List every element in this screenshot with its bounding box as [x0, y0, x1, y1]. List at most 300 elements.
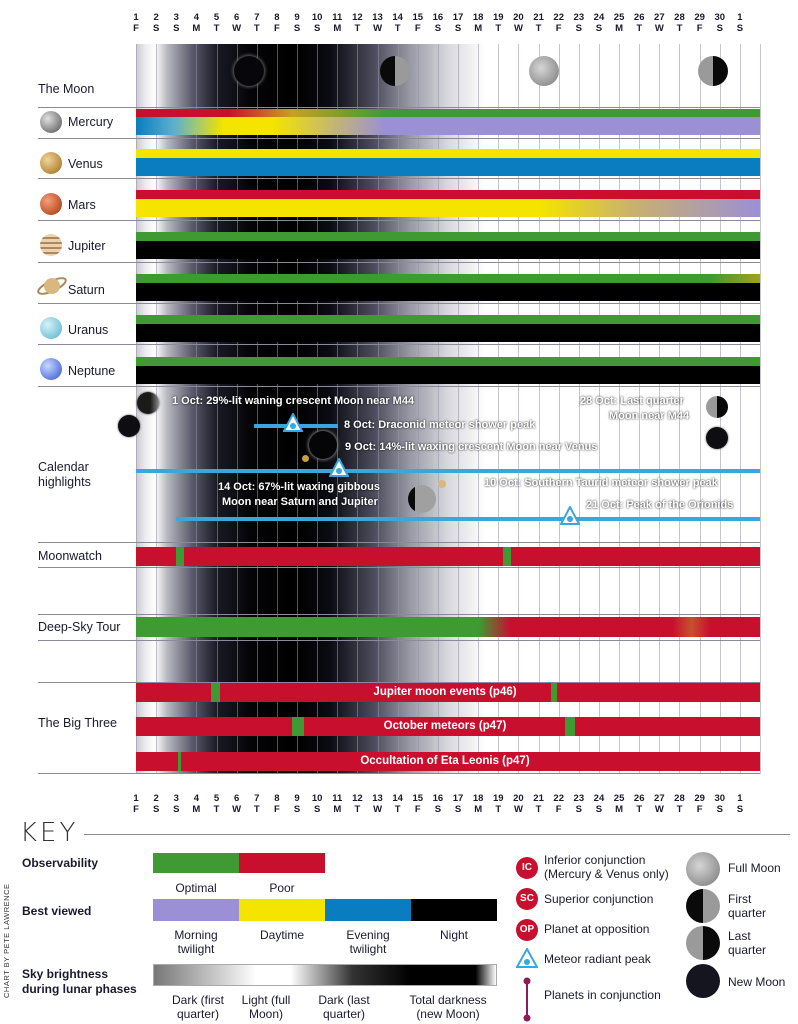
day-label	[126, 793, 147, 815]
day-weekday: W	[654, 804, 664, 815]
day-weekday: T	[535, 23, 542, 34]
highlight-8oct: 8 Oct: Draconid meteor shower peak	[344, 419, 536, 431]
day-label	[528, 793, 549, 815]
day-weekday: F	[414, 804, 421, 815]
day-weekday: S	[313, 804, 321, 815]
day-number: 24	[593, 12, 605, 23]
jupiter-best-viewed-band	[136, 241, 760, 259]
day-weekday: T	[535, 804, 542, 815]
row-label-jupiter: Jupiter	[68, 239, 106, 253]
day-number: 6	[233, 793, 240, 804]
day-label	[347, 793, 368, 815]
day-weekday: T	[253, 23, 260, 34]
mercury-icon	[40, 111, 62, 133]
uranus-icon	[40, 317, 62, 339]
day-label	[709, 12, 730, 34]
jupiter-observability-band	[136, 232, 760, 241]
day-number: 5	[213, 793, 220, 804]
mars-icon	[40, 193, 62, 215]
mars-best-viewed-band	[136, 199, 760, 217]
row-label-deepsky: Deep-Sky Tour	[38, 620, 121, 634]
day-number: 17	[452, 793, 464, 804]
venus-best-viewed-band	[136, 158, 760, 176]
day-label	[468, 793, 489, 815]
row-divider	[38, 542, 760, 543]
crescent-moon-icon	[137, 392, 159, 414]
day-number: 17	[452, 12, 464, 23]
day-label	[206, 793, 227, 815]
day-label	[307, 793, 328, 815]
key-new-moon-label: New Moon	[728, 975, 786, 989]
day-weekday: T	[676, 804, 683, 815]
row-label-saturn: Saturn	[68, 283, 105, 297]
key-radiant-text: Meteor radiant peak	[544, 952, 651, 966]
day-weekday: S	[434, 804, 442, 815]
day-label	[367, 793, 388, 815]
day-weekday: F	[273, 23, 280, 34]
bigthree-optimal-mark	[292, 717, 304, 736]
day-number: 29	[694, 12, 705, 23]
day-label	[448, 12, 469, 34]
day-number: 22	[553, 12, 564, 23]
day-weekday: S	[736, 804, 744, 815]
day-number: 26	[633, 793, 645, 804]
deepsky-band	[136, 617, 760, 637]
credit-text: CHART BY PETE LAWRENCE	[2, 883, 11, 998]
last-quarter-moon-icon	[706, 396, 728, 418]
day-label	[729, 793, 750, 815]
moonwatch-optimal-mark	[176, 547, 184, 566]
jupiter-moon-events-label: Jupiter moon events (p46)	[373, 686, 517, 698]
day-label	[629, 12, 650, 34]
day-weekday: S	[434, 23, 442, 34]
key-morning-swatch	[153, 899, 239, 921]
day-number: 30	[714, 793, 726, 804]
day-number: 9	[294, 793, 300, 804]
day-number: 7	[254, 12, 260, 23]
day-label	[387, 12, 408, 34]
bigthree-optimal-mark	[565, 717, 575, 736]
key-poor-label: Poor	[269, 881, 295, 895]
day-label	[689, 793, 710, 815]
highlight-14oct-line2: Moon near Saturn and Jupiter	[222, 496, 378, 508]
saturn-icon	[438, 480, 446, 488]
day-weekday: S	[152, 23, 160, 34]
day-label	[287, 12, 308, 34]
moonwatch-band	[136, 547, 760, 566]
taurid-line	[136, 469, 760, 473]
day-number: 12	[352, 12, 363, 23]
saturn-observability-band	[136, 274, 760, 283]
day-label	[266, 793, 287, 815]
key-ic-text: Inferior conjunction (Mercury & Venus only)	[544, 853, 669, 881]
day-label	[548, 12, 569, 34]
day-weekday: M	[474, 804, 483, 815]
day-label	[508, 12, 529, 34]
day-number: 1	[737, 12, 743, 23]
day-weekday: W	[373, 804, 383, 815]
day-label	[448, 793, 469, 815]
key-op-text: Planet at opposition	[544, 922, 650, 936]
day-number: 22	[553, 793, 564, 804]
occultation-label: Occultation of Eta Leonis (p47)	[360, 755, 530, 767]
sc-badge-icon: SC	[516, 888, 538, 910]
key-poor-swatch	[239, 853, 325, 873]
neptune-observability-band	[136, 357, 760, 366]
day-number: 13	[372, 12, 383, 23]
day-weekday: S	[575, 23, 582, 34]
day-weekday: S	[716, 804, 723, 815]
day-label	[649, 793, 670, 815]
key-best-viewed-label: Best viewed	[22, 904, 92, 918]
day-number: 4	[193, 12, 200, 23]
key-light-full-label: Light (full Moon)	[241, 993, 291, 1021]
day-label	[649, 12, 670, 34]
day-weekday: W	[232, 804, 242, 815]
day-label	[407, 12, 428, 34]
day-label	[669, 793, 690, 815]
row-divider	[38, 614, 760, 615]
day-label	[166, 12, 187, 34]
day-number: 3	[173, 793, 179, 804]
day-weekday: T	[636, 23, 643, 34]
bigthree-optimal-mark	[211, 683, 220, 702]
day-weekday: S	[454, 804, 462, 815]
day-label	[568, 12, 589, 34]
new-moon-icon	[706, 427, 728, 449]
venus-icon	[302, 455, 309, 462]
row-label-bigthree: The Big Three	[38, 716, 117, 730]
row-divider	[38, 138, 760, 139]
day-number: 1	[737, 793, 743, 804]
key-first-quarter-label: First quarter	[728, 892, 767, 920]
key-divider	[84, 834, 790, 835]
day-number: 20	[513, 12, 524, 23]
day-number: 14	[392, 12, 403, 23]
day-number: 6	[233, 12, 240, 23]
uranus-best-viewed-band	[136, 324, 760, 342]
day-weekday: T	[213, 804, 220, 815]
row-divider	[38, 262, 760, 263]
day-weekday: F	[133, 23, 139, 34]
key-sky-label: Sky brightness during lunar phases	[22, 967, 137, 996]
highlight-1oct: 1 Oct: 29%-lit waning crescent Moon near M44	[172, 395, 415, 407]
day-number: 9	[294, 12, 300, 23]
key-evening-swatch	[325, 899, 411, 921]
day-weekday: M	[333, 23, 342, 34]
day-number: 21	[533, 793, 544, 804]
day-weekday: M	[615, 23, 624, 34]
day-number: 19	[493, 12, 504, 23]
day-weekday: M	[333, 804, 342, 815]
day-weekday: M	[474, 23, 483, 34]
day-label	[226, 793, 247, 815]
neptune-icon	[40, 358, 62, 380]
key-full-moon-label: Full Moon	[728, 861, 781, 875]
crescent-moon-icon	[309, 431, 337, 459]
gibbous-moon-icon	[408, 485, 436, 513]
day-number: 28	[674, 12, 685, 23]
day-weekday: S	[173, 804, 180, 815]
saturn-icon	[36, 272, 68, 300]
day-number: 11	[332, 12, 343, 23]
new-moon-icon	[234, 56, 264, 86]
row-divider	[38, 344, 760, 345]
row-label-mercury: Mercury	[68, 115, 114, 129]
day-weekday: S	[575, 804, 582, 815]
mercury-best-viewed-band	[136, 117, 760, 135]
day-number: 18	[472, 12, 484, 23]
day-weekday: F	[555, 23, 562, 34]
key-night-label: Night	[439, 928, 468, 942]
day-number: 27	[654, 12, 665, 23]
day-number: 16	[432, 793, 444, 804]
key-last-quarter-icon	[686, 926, 720, 960]
day-label	[488, 12, 509, 34]
key-dark-last-label: Dark (last quarter)	[318, 993, 370, 1021]
day-number: 5	[213, 12, 220, 23]
day-weekday: W	[513, 804, 523, 815]
meteor-radiant-icon	[283, 413, 303, 433]
key-total-dark-label: Total darkness (new Moon)	[409, 993, 487, 1021]
day-number: 1	[133, 12, 139, 23]
jupiter-icon	[40, 234, 62, 256]
day-number: 2	[153, 12, 159, 23]
row-divider	[38, 386, 760, 387]
day-label	[367, 12, 388, 34]
day-weekday: S	[293, 23, 301, 34]
day-label	[709, 793, 730, 815]
day-number: 15	[412, 12, 424, 23]
row-label-venus: Venus	[68, 157, 103, 171]
day-weekday: W	[654, 23, 664, 34]
day-label	[588, 12, 609, 34]
day-weekday: F	[555, 804, 562, 815]
day-weekday: W	[513, 23, 523, 34]
day-label	[287, 793, 308, 815]
uranus-observability-band	[136, 315, 760, 324]
day-weekday: S	[595, 23, 603, 34]
day-number: 8	[274, 12, 280, 23]
day-label	[206, 12, 227, 34]
day-number: 23	[573, 793, 585, 804]
bigthree-optimal-mark	[178, 752, 181, 771]
day-weekday: W	[232, 23, 242, 34]
day-number: 8	[274, 793, 280, 804]
day-number: 12	[352, 793, 363, 804]
orionid-line	[176, 517, 760, 521]
day-number: 11	[332, 793, 343, 804]
day-number: 26	[633, 12, 645, 23]
day-weekday: F	[414, 23, 421, 34]
day-label	[226, 12, 247, 34]
day-weekday: T	[213, 23, 220, 34]
full-moon-icon	[529, 56, 559, 86]
day-label	[166, 793, 187, 815]
row-divider	[38, 303, 760, 304]
day-number: 19	[493, 793, 504, 804]
highlight-9oct: 9 Oct: 14%-lit waxing crescent Moon near Venus	[345, 441, 598, 453]
day-weekday: F	[133, 804, 139, 815]
day-number: 10	[311, 12, 323, 23]
day-weekday: T	[394, 804, 401, 815]
highlight-10oct: 10 Oct: Southern Taurid meteor shower peak	[484, 477, 718, 489]
mars-observability-band	[136, 190, 760, 199]
day-weekday: T	[495, 23, 502, 34]
day-weekday: S	[716, 23, 723, 34]
key-last-quarter-label: Last quarter	[728, 929, 767, 957]
day-number: 14	[392, 793, 403, 804]
day-number: 16	[432, 12, 444, 23]
highlight-21oct: 21 Oct: Peak of the Orionids	[586, 499, 734, 511]
day-number: 4	[193, 793, 200, 804]
day-weekday: F	[273, 804, 280, 815]
day-label	[729, 12, 750, 34]
day-number: 18	[472, 793, 484, 804]
day-label	[407, 793, 428, 815]
key-evening-label: Evening twilight	[346, 928, 390, 956]
day-label	[186, 793, 207, 815]
day-number: 25	[613, 12, 625, 23]
day-label	[387, 793, 408, 815]
venus-icon	[40, 152, 62, 174]
highlight-28oct-line2: Moon near M44	[609, 410, 690, 422]
saturn-best-viewed-band	[136, 283, 760, 301]
day-weekday: S	[736, 23, 744, 34]
highlight-14oct-line1: 14 Oct: 67%-lit waxing gibbous	[218, 481, 380, 493]
day-label	[528, 12, 549, 34]
day-label	[508, 793, 529, 815]
day-weekday: S	[293, 804, 301, 815]
first-quarter-moon-icon	[380, 56, 410, 86]
day-number: 7	[254, 793, 260, 804]
day-number: 15	[412, 793, 424, 804]
row-label-mars: Mars	[68, 198, 96, 212]
day-number: 29	[694, 793, 705, 804]
row-divider	[38, 567, 760, 568]
day-number: 20	[513, 793, 524, 804]
day-weekday: T	[636, 804, 643, 815]
day-number: 2	[153, 793, 159, 804]
day-label	[588, 793, 609, 815]
day-label	[266, 12, 287, 34]
day-weekday: S	[152, 804, 160, 815]
day-label	[307, 12, 328, 34]
day-label	[488, 793, 509, 815]
key-observability-label: Observability	[22, 856, 99, 870]
day-label	[629, 793, 650, 815]
day-weekday: T	[394, 23, 401, 34]
meteor-radiant-icon	[329, 458, 349, 478]
highlight-28oct-line1: 28 Oct: Last quarter	[580, 395, 684, 407]
day-label	[427, 12, 448, 34]
row-label-calendar: Calendar highlights	[38, 460, 91, 489]
key-sc-text: Superior conjunction	[544, 892, 654, 906]
day-weekday: W	[373, 23, 383, 34]
key-optimal-label: Optimal	[175, 881, 217, 895]
day-label	[146, 12, 167, 34]
credit	[2, 870, 16, 1000]
day-weekday: T	[495, 804, 502, 815]
key-first-quarter-icon	[686, 889, 720, 923]
row-divider	[38, 178, 760, 179]
key-sky-gradient	[153, 964, 497, 986]
day-weekday: S	[173, 23, 180, 34]
day-weekday: F	[696, 804, 703, 815]
day-weekday: S	[595, 804, 603, 815]
day-weekday: M	[615, 804, 624, 815]
key-optimal-swatch	[153, 853, 239, 873]
day-number: 3	[173, 12, 179, 23]
day-label	[126, 12, 147, 34]
row-label-neptune: Neptune	[68, 364, 116, 378]
venus-observability-band	[136, 149, 760, 158]
day-label	[427, 793, 448, 815]
day-label	[146, 793, 167, 815]
day-label	[246, 793, 267, 815]
day-label	[689, 12, 710, 34]
day-label	[669, 12, 690, 34]
meteor-radiant-icon	[560, 506, 580, 526]
mercury-observability-band	[136, 109, 760, 117]
key-daytime-swatch	[239, 899, 325, 921]
ic-badge-icon: IC	[516, 857, 538, 879]
day-weekday: S	[454, 23, 462, 34]
row-label-moonwatch: Moonwatch	[38, 549, 102, 563]
october-meteors-label: October meteors (p47)	[383, 720, 507, 732]
row-divider	[38, 773, 760, 774]
row-divider	[38, 107, 760, 108]
row-label-moon: The Moon	[38, 82, 95, 96]
new-moon-icon	[118, 415, 140, 437]
row-divider	[38, 220, 760, 221]
day-label	[568, 793, 589, 815]
day-weekday: S	[313, 23, 321, 34]
day-label	[246, 12, 267, 34]
day-number: 24	[593, 793, 605, 804]
day-weekday: M	[192, 23, 201, 34]
row-divider	[38, 640, 760, 641]
day-weekday: M	[192, 804, 201, 815]
key-new-moon-icon	[686, 964, 720, 998]
day-number: 28	[674, 793, 685, 804]
op-badge-icon: OP	[516, 919, 538, 941]
day-number: 1	[133, 793, 139, 804]
key-conj-text: Planets in conjunction	[544, 988, 661, 1002]
day-weekday: T	[354, 23, 361, 34]
key-full-moon-icon	[686, 852, 720, 886]
row-label-uranus: Uranus	[68, 323, 109, 337]
day-label	[327, 793, 348, 815]
day-label	[548, 793, 569, 815]
day-number: 27	[654, 793, 665, 804]
day-weekday: F	[696, 23, 703, 34]
day-grid-line	[760, 44, 761, 774]
day-number: 10	[311, 793, 323, 804]
day-number: 30	[714, 12, 726, 23]
day-weekday: T	[354, 804, 361, 815]
day-number: 21	[533, 12, 544, 23]
last-quarter-moon-icon	[698, 56, 728, 86]
day-label	[327, 12, 348, 34]
key-daytime-label: Daytime	[259, 928, 304, 942]
day-number: 25	[613, 793, 625, 804]
key-night-swatch	[411, 899, 497, 921]
day-weekday: T	[676, 23, 683, 34]
day-label	[609, 12, 630, 34]
key-dark-first-label: Dark (first quarter)	[172, 993, 224, 1021]
day-label	[186, 12, 207, 34]
